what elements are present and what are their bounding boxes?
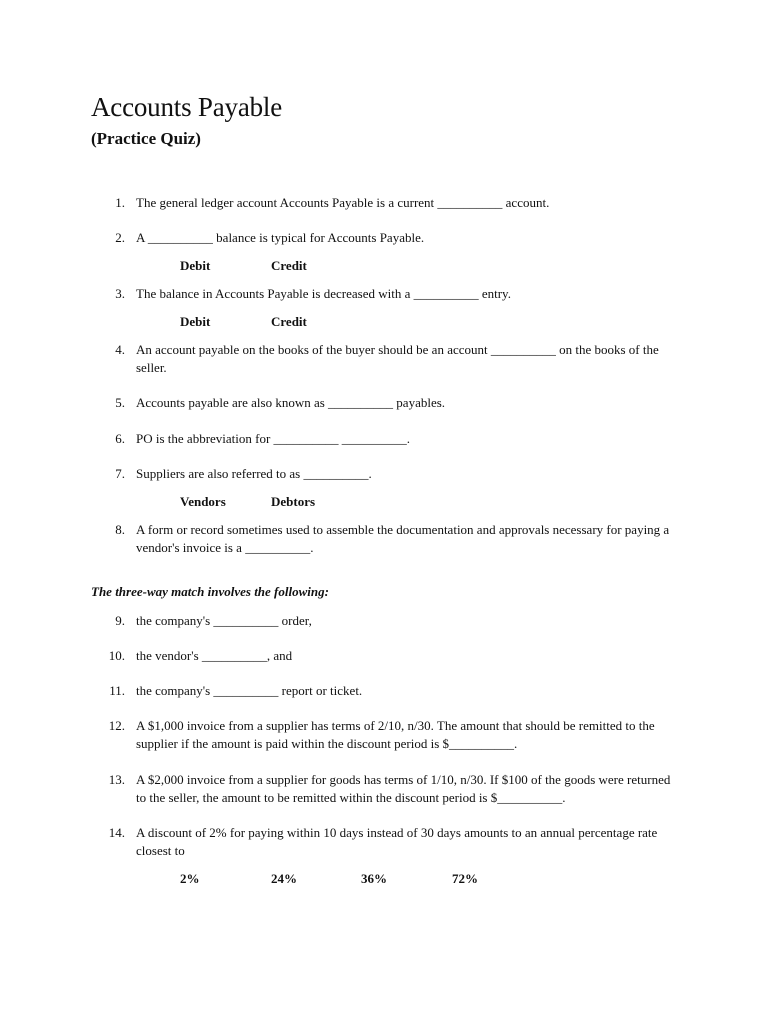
choice-option: Vendors [180, 494, 226, 509]
question-text: A $1,000 invoice from a supplier has terms of 2/10, n/30. The amount that should be remitted to the supplier if the amount is paid within the discount period is $__________. [136, 718, 655, 751]
question-number: 14. [108, 825, 125, 840]
page-subtitle: (Practice Quiz) [91, 129, 201, 148]
question-number: 7. [115, 466, 125, 481]
choice-option: 2% [180, 871, 200, 886]
choice-option: Credit [271, 314, 307, 329]
question-text: the company's __________ report or ticket. [136, 683, 363, 698]
question-text: The balance in Accounts Payable is decreased with a __________ entry. [136, 286, 511, 301]
choice-option: 36% [361, 871, 387, 886]
section-heading: The three-way match involves the following: [91, 584, 329, 599]
question-number: 3. [115, 286, 125, 301]
question-number: 12. [108, 718, 125, 733]
question-number: 8. [115, 522, 125, 537]
question-text: the vendor's __________, and [136, 648, 293, 663]
question-text: Suppliers are also referred to as __________. [136, 466, 372, 481]
question-number: 6. [115, 431, 125, 446]
choice-option: 72% [452, 871, 478, 886]
question-text: A $2,000 invoice from a supplier for goods has terms of 1/10, n/30. If $100 of the goods were returned to the seller, the amount to be remitted within the discount period is $__________. [136, 772, 671, 805]
question-text: the company's __________ order, [136, 613, 312, 628]
question-number: 11. [109, 683, 125, 698]
question-text: The general ledger account Accounts Payable is a current __________ account. [136, 195, 550, 210]
question-text: A discount of 2% for paying within 10 days instead of 30 days amounts to an annual percentage rate closest to [136, 825, 658, 858]
question-number: 4. [115, 342, 125, 357]
choice-option: 24% [271, 871, 297, 886]
choice-option: Credit [271, 258, 307, 273]
question-text: An account payable on the books of the buyer should be an account __________ on the books of the seller. [136, 342, 659, 375]
question-number: 2. [115, 230, 125, 245]
question-number: 9. [115, 613, 125, 628]
question-text: A form or record sometimes used to assemble the documentation and approvals necessary for paying a vendor's invoice is a __________. [136, 522, 670, 555]
choice-option: Debit [180, 258, 211, 273]
question-number: 5. [115, 395, 125, 410]
question-number: 13. [108, 772, 125, 787]
choice-option: Debtors [271, 494, 316, 509]
question-number: 1. [115, 195, 125, 210]
question-number: 10. [108, 648, 125, 663]
question-text: PO is the abbreviation for __________ __________. [136, 431, 411, 446]
page-title: Accounts Payable [91, 92, 282, 122]
question-text: A __________ balance is typical for Accounts Payable. [136, 230, 425, 245]
question-text: Accounts payable are also known as __________ payables. [136, 395, 446, 410]
choice-option: Debit [180, 314, 211, 329]
